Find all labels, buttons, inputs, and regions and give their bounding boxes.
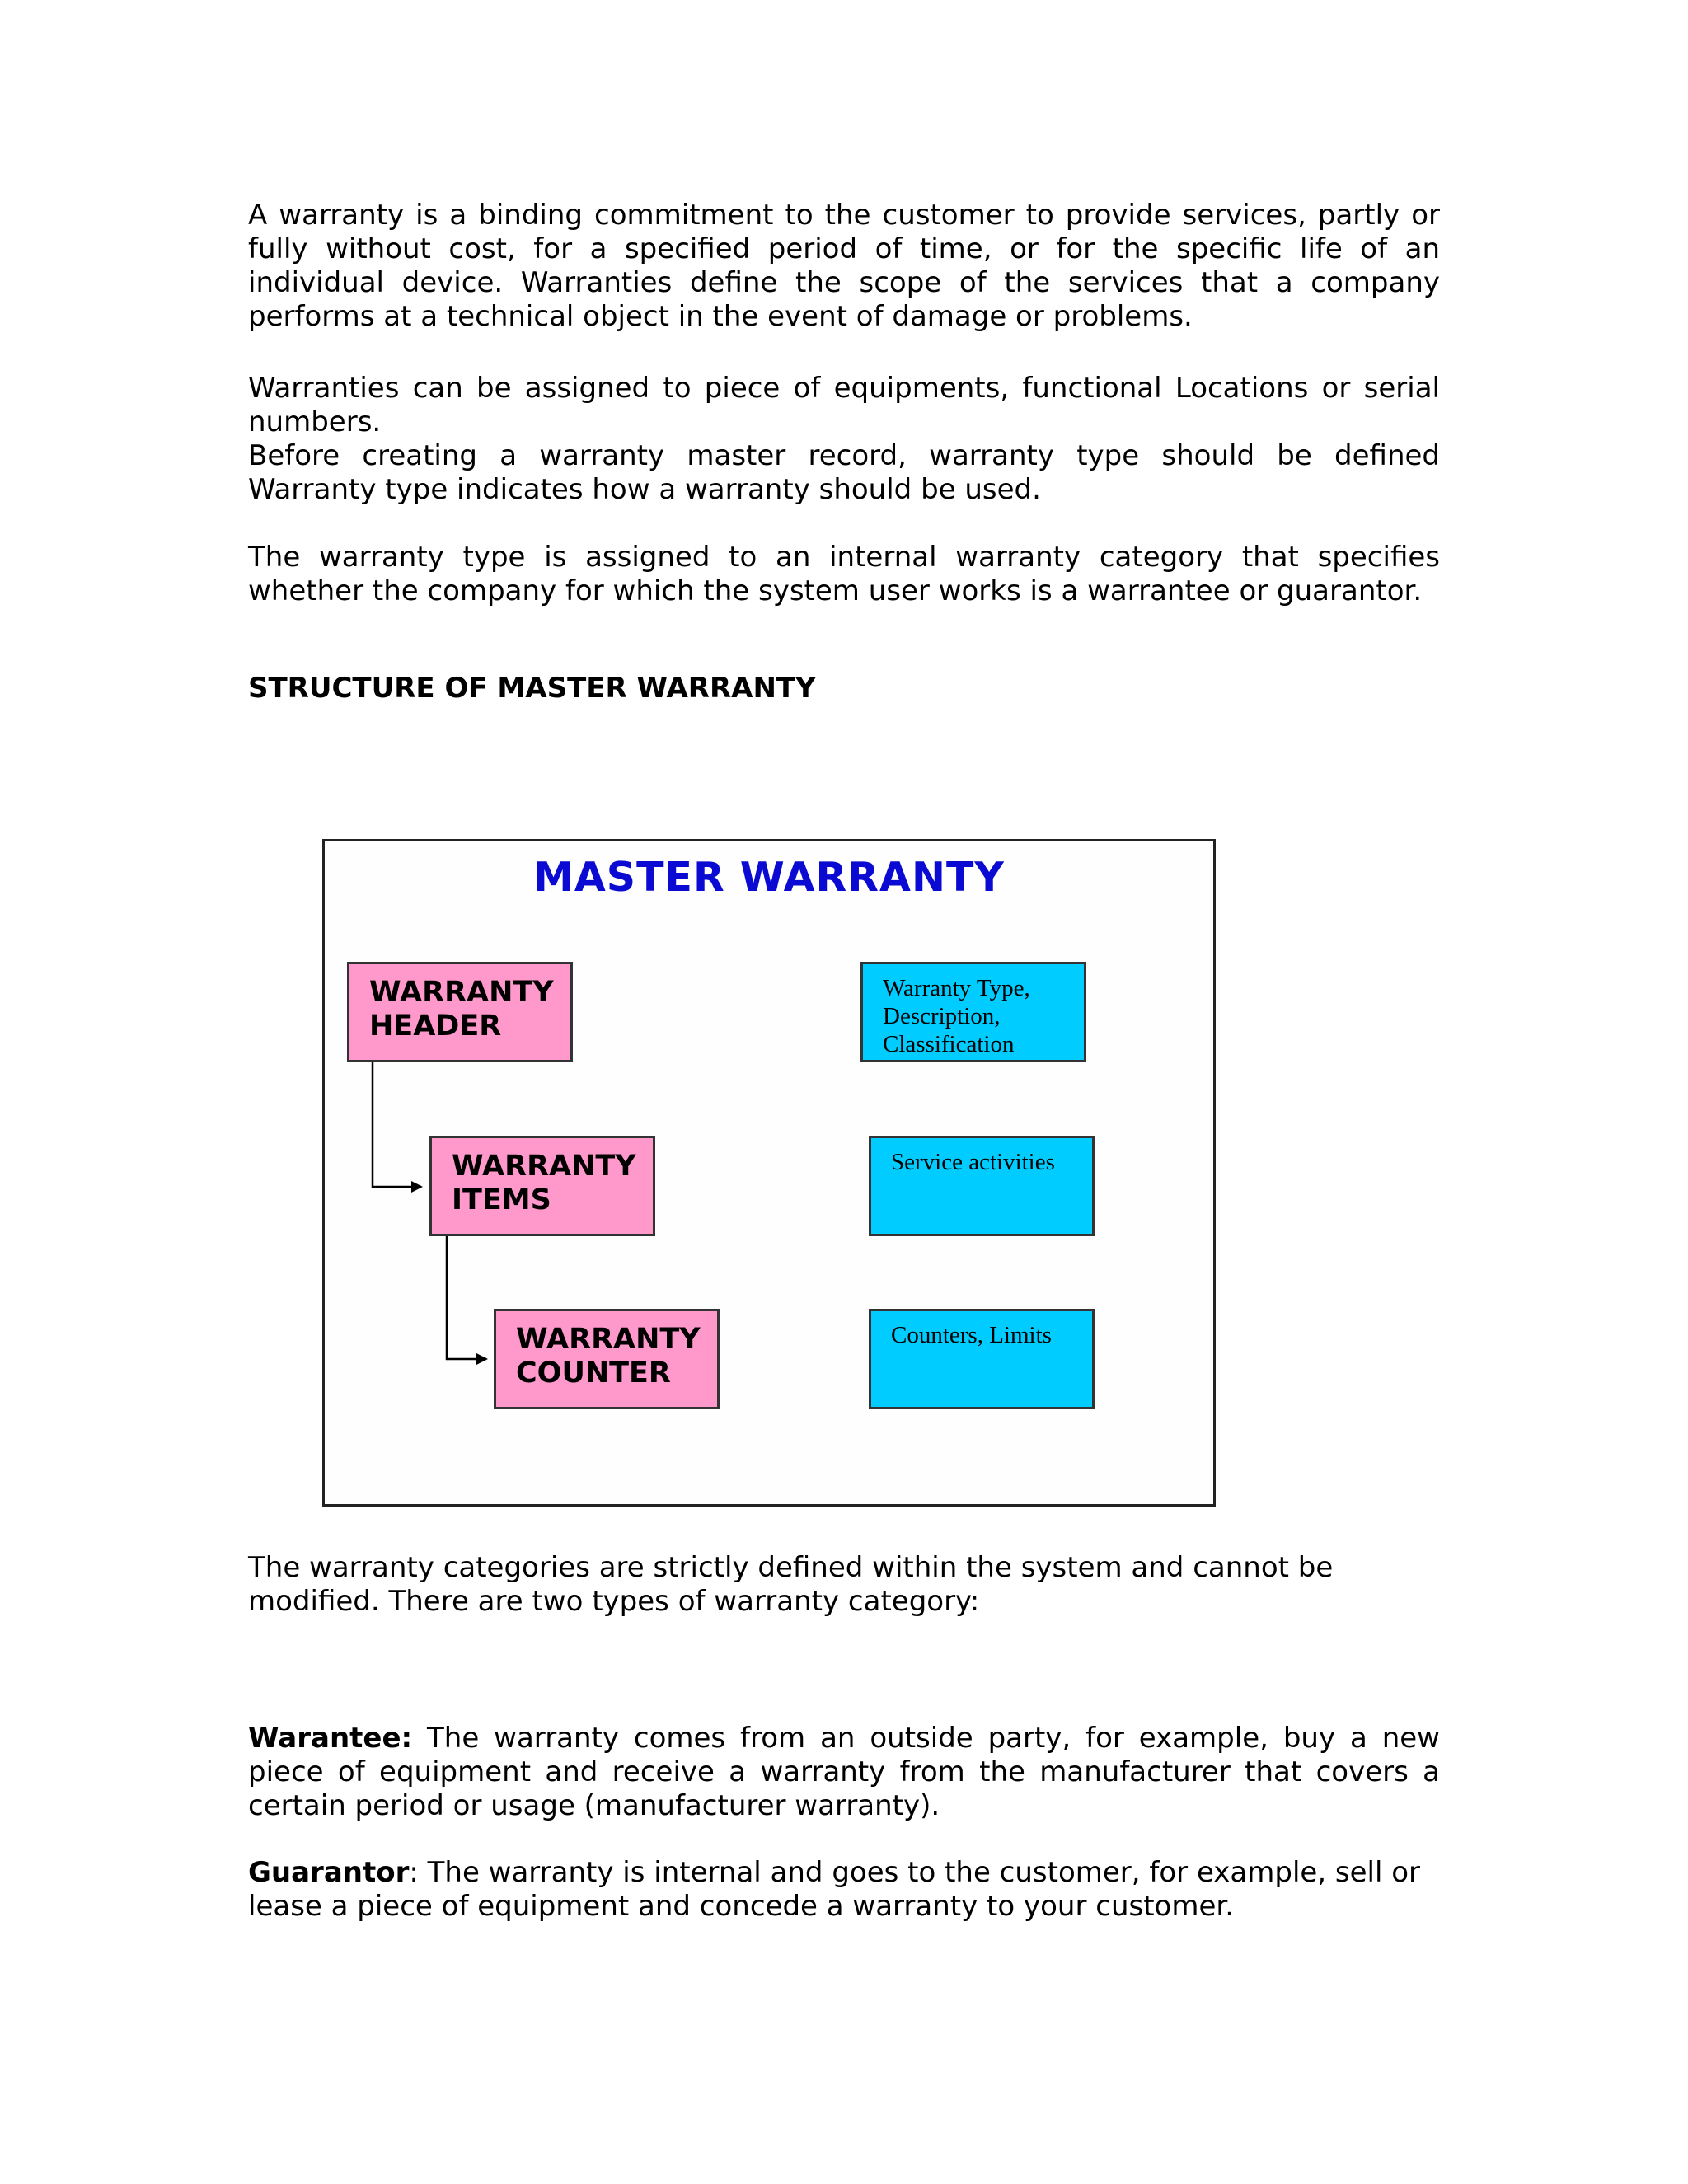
warantee-term: Warantee: [248,1722,413,1755]
diagram-title: MASTER WARRANTY [533,854,1005,901]
intro-paragraph-category: The warranty type is assigned to an internal warranty category that specifies whether the company for which the system user works is a warrantee or guarantor. [248,541,1440,607]
categories-intro-paragraph: The warranty categories are strictly defined within the system and cannot be modified. There are two types of warranty category: [248,1551,1334,1618]
items-detail-box: Service activities [869,1136,1095,1236]
warantee-paragraph [248,1722,1440,1823]
warranty-counter-box: WARRANTY COUNTER [494,1309,720,1409]
header-detail-line-3: Classification [883,1031,1015,1057]
guarantor-paragraph [248,1856,1435,1924]
intro-paragraph-assignment: Warranties can be assigned to piece of equipments, functional Locations or serial numbers. [248,372,1440,438]
master-warranty-diagram [322,839,1216,1507]
arrow-header-to-items [373,1062,421,1187]
warranty-header-box: WARRANTY HEADER [347,962,573,1062]
warantee-text: The warranty comes from an outside party, for example, buy a new piece of equipment and receive a warranty from the manufacturer that covers a certain period or usage (manufacturer warranty). [248,1722,1440,1822]
arrow-items-to-counter [447,1236,486,1359]
section-heading: STRUCTURE OF MASTER WARRANTY [248,672,816,705]
header-detail-line-2: Description, [883,1003,1001,1029]
header-detail-box [860,962,1086,1062]
warranty-items-box: WARRANTY ITEMS [429,1136,655,1236]
intro-paragraph-warranty-type: Before creating a warranty master record, warranty type should be defined Warranty type indicates how a warranty should be used. [248,439,1440,506]
counter-detail-box: Counters, Limits [869,1309,1095,1409]
header-detail-line-1: Warranty Type, [883,975,1030,1001]
guarantor-term: Guarantor [248,1856,410,1889]
intro-paragraph-definition: A warranty is a binding commitment to the customer to provide services, partly or fully without cost, for a specified period of time, or for the specific life of an individual device. Warranties define the scope of the services that a company performs at a technical object in the event of damage or problems. [248,199,1440,333]
guarantor-text: : The warranty is internal and goes to the customer, for example, sell or lease a piece of equipment and concede a warranty to your customer. [248,1856,1421,1923]
